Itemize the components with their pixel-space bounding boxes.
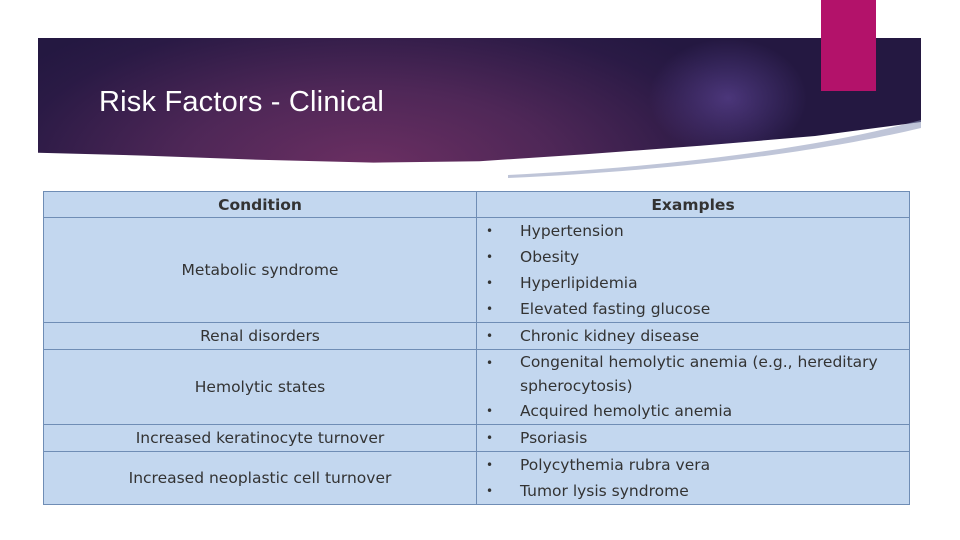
bullet-icon: •: [486, 356, 494, 370]
examples-cell: [477, 452, 910, 505]
bullet-icon: •: [486, 458, 494, 472]
bullet-icon: •: [486, 484, 494, 498]
example-text: Chronic kidney disease: [520, 327, 700, 345]
example-text: Elevated fasting glucose: [520, 300, 711, 318]
example-text: Polycythemia rubra vera: [520, 456, 711, 474]
examples-list: [477, 323, 909, 349]
table-row: [44, 425, 910, 452]
table-header-row: [44, 192, 910, 218]
examples-list: [477, 452, 909, 504]
list-item: [477, 244, 909, 270]
list-item: [477, 323, 909, 349]
example-text: Tumor lysis syndrome: [520, 482, 689, 500]
header-examples: Examples: [477, 192, 910, 218]
bullet-icon: •: [486, 404, 494, 418]
risk-factors-table: [43, 191, 910, 505]
example-text: Obesity: [520, 248, 580, 266]
examples-cell: [477, 218, 910, 323]
bullet-icon: •: [486, 250, 494, 264]
example-text: Psoriasis: [520, 429, 588, 447]
table-row: [44, 452, 910, 505]
bullet-icon: •: [486, 302, 494, 316]
example-text: Acquired hemolytic anemia: [520, 402, 733, 420]
header-condition: Condition: [44, 192, 477, 218]
examples-cell: [477, 425, 910, 452]
bullet-icon: •: [486, 329, 494, 343]
examples-list: [477, 218, 909, 322]
table-row: [44, 350, 910, 425]
banner-glow: [648, 38, 808, 158]
table-row: [44, 218, 910, 323]
list-item: [477, 218, 909, 244]
example-text: Hypertension: [520, 222, 624, 240]
example-text: Congenital hemolytic anemia (e.g., hereditary spherocytosis): [520, 353, 878, 395]
table-row: [44, 323, 910, 350]
examples-cell: [477, 323, 910, 350]
example-text: Hyperlipidemia: [520, 274, 638, 292]
examples-list: [477, 425, 909, 451]
list-item: [477, 296, 909, 322]
condition-cell: Hemolytic states: [44, 350, 477, 425]
bullet-icon: •: [486, 276, 494, 290]
list-item: [477, 398, 909, 424]
list-item: [477, 350, 909, 398]
bullet-icon: •: [486, 431, 494, 445]
examples-list: [477, 350, 909, 424]
condition-cell: Increased keratinocyte turnover: [44, 425, 477, 452]
list-item: [477, 270, 909, 296]
accent-bar: [821, 0, 876, 91]
bullet-icon: •: [486, 224, 494, 238]
condition-cell: Renal disorders: [44, 323, 477, 350]
list-item: [477, 478, 909, 504]
list-item: [477, 452, 909, 478]
examples-cell: [477, 350, 910, 425]
condition-cell: Metabolic syndrome: [44, 218, 477, 323]
list-item: [477, 425, 909, 451]
slide-title: Risk Factors - Clinical: [99, 86, 384, 118]
condition-cell: Increased neoplastic cell turnover: [44, 452, 477, 505]
